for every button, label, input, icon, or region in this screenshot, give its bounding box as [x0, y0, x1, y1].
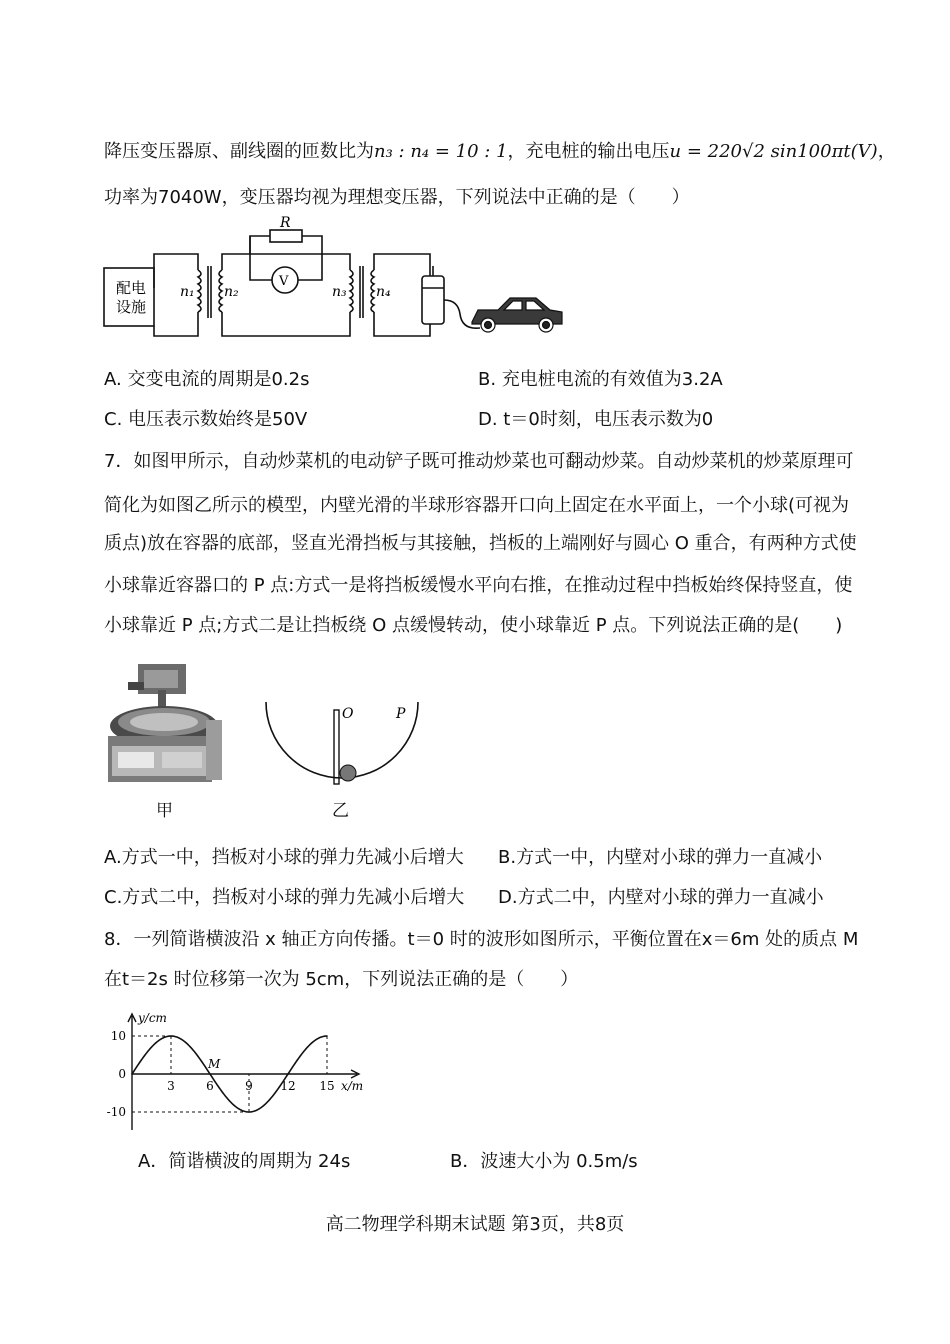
source-label-1: 配电	[116, 279, 147, 297]
source-label-2: 设施	[116, 298, 147, 316]
q6-option-c: C. 电压表示数始终是50V	[104, 409, 308, 430]
q8-line-2: 在t＝2s 时位移第一次为 5cm，下列说法正确的是（ ）	[104, 969, 579, 990]
x-tick-label: 9	[245, 1079, 253, 1093]
y-tick-label: 0	[118, 1067, 126, 1081]
label-R: R	[280, 215, 291, 231]
q8-option-b: B．波速大小为 0.5m/s	[450, 1151, 638, 1172]
q7-line-1: 7．如图甲所示，自动炒菜机的电动铲子既可推动炒菜也可翻动炒菜。自动炒菜机的炒菜原理可	[104, 451, 854, 472]
wave-point	[170, 1035, 172, 1037]
q6-line1-mid: ，充电桩的输出电压	[507, 141, 670, 162]
wave-point	[131, 1073, 133, 1075]
wave-point	[229, 1100, 231, 1102]
wave-point	[190, 1046, 192, 1048]
wave-point	[287, 1073, 289, 1075]
hemisphere-diagram	[262, 700, 422, 790]
page-footer: 高二物理学科期末试题 第3页，共8页	[325, 1214, 625, 1235]
circuit-diagram	[100, 212, 570, 350]
wave-point	[268, 1100, 270, 1102]
q7-option-a: A.方式一中，挡板对小球的弹力先减小后增大	[104, 847, 464, 868]
x-tick-label: 15	[319, 1079, 335, 1093]
cooking-machine-photo	[102, 660, 226, 788]
wave-point	[209, 1073, 211, 1075]
x-tick-label: 6	[206, 1079, 214, 1093]
q7-line-5: 小球靠近 P 点;方式二是让挡板绕 O 点缓慢转动，使小球靠近 P 点。下列说法正确的是( )	[104, 615, 843, 636]
fig-yi-label: 乙	[332, 801, 349, 821]
x-tick-label: 12	[280, 1079, 296, 1093]
wave-point	[151, 1046, 153, 1048]
q6-option-d: D. t＝0时刻，电压表示数为0	[478, 409, 714, 430]
label-n4: n₄	[376, 284, 391, 300]
q6-line1-end: ，	[877, 141, 896, 162]
point-M-label: M	[208, 1057, 221, 1071]
y-tick-label: 10	[110, 1029, 126, 1043]
q7-option-c: C.方式二中，挡板对小球的弹力先减小后增大	[104, 887, 465, 908]
fig-jia-label: 甲	[156, 801, 173, 821]
label-n2: n₂	[224, 284, 239, 300]
q6-voltage-expr: u = 220√2 sin100πt(V)	[669, 141, 878, 162]
x-axis-label: x/m	[341, 1079, 364, 1093]
q7-line-4: 小球靠近容器口的 P 点:方式一是将挡板缓慢水平向右推，在推动过程中挡板始终保持竖直，使	[104, 575, 853, 596]
q6-line-2: 功率为7040W，变压器均视为理想变压器，下列说法中正确的是（ ）	[104, 187, 690, 208]
wave-point	[248, 1111, 250, 1113]
label-n1: n₁	[180, 284, 195, 300]
source-box	[104, 268, 154, 326]
y-tick-label: -10	[106, 1105, 126, 1119]
q6-line-1	[104, 140, 896, 164]
label-voltmeter: V	[279, 274, 289, 289]
car-icon	[472, 298, 562, 332]
wave-point	[326, 1035, 328, 1037]
q7-line-2: 简化为如图乙所示的模型，内壁光滑的半球形容器开口向上固定在水平面上，一个小球(可视为	[104, 495, 850, 516]
q8-line-1: 8．一列简谐横波沿 x 轴正方向传播。t＝0 时的波形如图所示，平衡位置在x＝6m 处的质点 M	[104, 929, 859, 950]
q6-ratio-expr: n₃ : n₄ = 10 : 1	[374, 141, 508, 162]
q7-option-b: B.方式一中，内壁对小球的弹力一直减小	[498, 847, 823, 868]
q6-option-a: A. 交变电流的周期是0.2s	[104, 369, 310, 390]
q6-line1-text: 降压变压器原、副线圈的匝数比为	[104, 141, 374, 162]
wave-point	[307, 1046, 309, 1048]
q7-line-3: 质点)放在容器的底部，竖直光滑挡板与其接触，挡板的上端刚好与圆心 O 重合，有两种方式使	[104, 533, 857, 554]
q6-option-b: B. 充电桩电流的有效值为3.2A	[478, 369, 723, 390]
q7-option-d: D.方式二中，内壁对小球的弹力一直减小	[498, 887, 824, 908]
y-axis-label: y/cm	[138, 1011, 167, 1025]
label-n3: n₃	[332, 284, 347, 300]
q8-option-a: A．简谐横波的周期为 24s	[138, 1151, 351, 1172]
wave-chart	[100, 1008, 370, 1138]
label-O: O	[342, 706, 354, 722]
x-tick-label: 3	[167, 1079, 175, 1093]
label-P: P	[396, 706, 406, 722]
